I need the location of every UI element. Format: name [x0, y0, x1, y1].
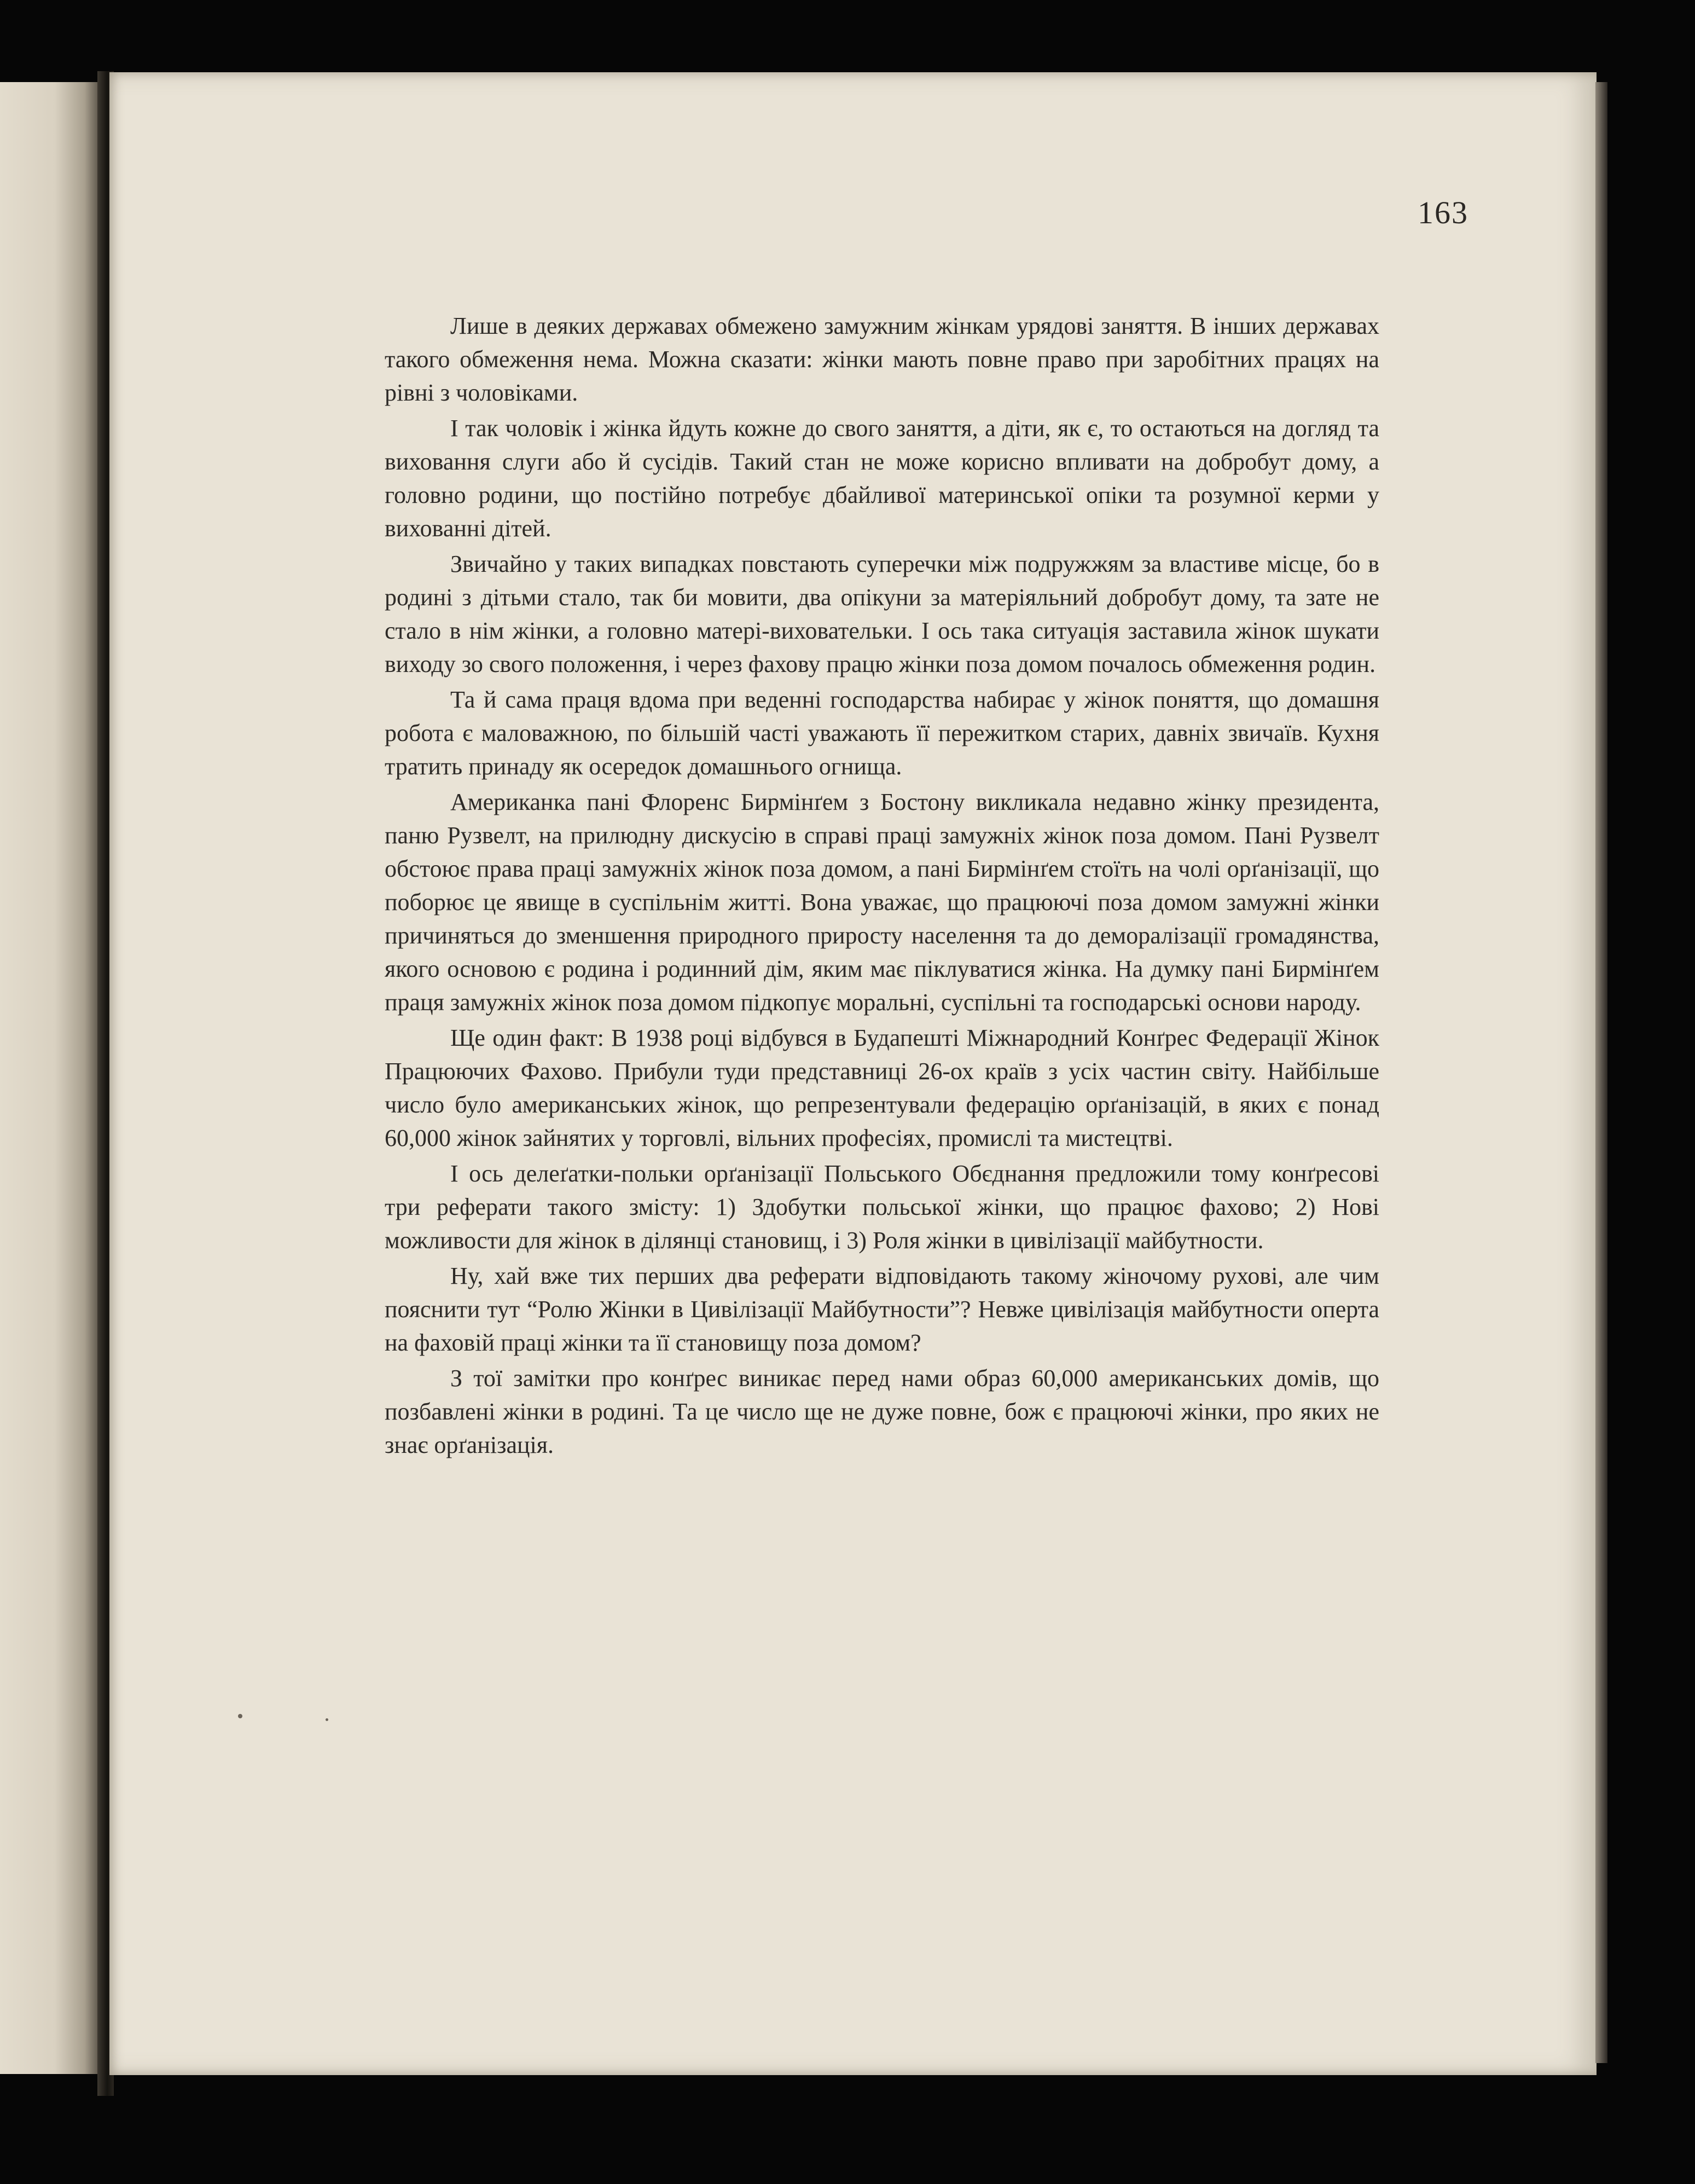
paragraph: Ну, хай вже тих перших два реферати відповідають такому жіночому рухові, але чим пояснити тут “Ролю Жінки в Цивілізації Майбутности”? Невже цивілізація майбутности оперта на фаховій праці жінки та її становищу поза домом? — [385, 1262, 1379, 1356]
paragraph: Лише в деяких державах обмежено замужним жінкам урядові заняття. В інших державах такого обмеження нема. Можна сказати: жінки мають повне право при заробітних працях на рівні з чоловіками. — [385, 312, 1379, 406]
paragraph: Ще один факт: В 1938 році відбувся в Будапешті Міжнародний Конґрес Федерації Жінок Працюючих Фахово. Прибули туди представниці 26-ох країв з усіх частин світу. Найбільше число було американських жінок, що репрезентували федерацію орґанізацій, в яких є понад 60,000 жінок зайнятих у торговлі, вільних професіях, промислі та мистецтві. — [385, 1024, 1379, 1151]
facing-page-edge — [0, 82, 100, 2074]
paper-speck — [238, 1714, 242, 1718]
page-right-edge — [1595, 82, 1607, 2063]
body-text — [385, 309, 1379, 1464]
paragraph: Звичайно у таких випадках повстають суперечки між подружжям за властиве місце, бо в родині з дітьми стало, так би мовити, два опікуни за матеріяльний добробут дому, та зате не стало в нім жінки, а головно матері-виховательки. І ось така ситуація заставила жінок шукати виходу зо свого положення, і через фахову працю жінки поза домом почалось обмеження родин. — [385, 551, 1379, 677]
paragraph: І так чоловік і жінка йдуть кожне до свого заняття, а діти, як є, то остаються на догляд та виховання слуги або й сусідів. Такий стан не може корисно впливати на добробут дому, а головно родини, що постійно потребує дбайливої материнської опіки та розумної керми у вихованні дітей. — [385, 415, 1379, 542]
page-number: 163 — [1418, 195, 1468, 230]
paragraph: Та й сама праця вдома при веденні господарства набирає у жінок поняття, що домашня робота є маловажною, по більшій часті уважають її пережитком старих, давніх звичаїв. Кухня тратить принаду як осередок домашнього огнища. — [385, 686, 1379, 780]
paragraph: З тої замітки про конґрес виникає перед нами образ 60,000 американських домів, що позбавлені жінки в родині. Та це число ще не дуже повне, бож є працюючі жінки, про яких не знає орґанізація. — [385, 1365, 1379, 1458]
paper-speck — [326, 1718, 328, 1721]
paragraph: Американка пані Флоренс Бирмінґем з Бостону викликала недавно жінку президента, паню Рузвелт, на прилюдну дискусію в справі праці замужніх жінок поза домом. Пані Рузвелт обстоює права праці замужніх жінок поза домом, а пані Бирмінґем стоїть на чолі орґанізації, що поборює це явище в суспільнім житті. Вона уважає, що працюючі поза домом замужні жінки причиняться до зменшення природного приросту населення та до деморалізації громадянства, якого основою є родина і родинний дім, яким має піклуватися жінка. На думку пані Бирмінґем праця замужніх жінок поза домом підкопує моральні, суспільні та господарські основи народу. — [385, 789, 1379, 1016]
paragraph: І ось делеґатки-польки орґанізації Польського Обєднання предложили тому конґресові три реферати такого змісту: 1) Здобутки польської жінки, що працює фахово; 2) Нові можливости для жінок в ділянці становищ, і 3) Роля жінки в цивілізації майбутности. — [385, 1160, 1379, 1254]
